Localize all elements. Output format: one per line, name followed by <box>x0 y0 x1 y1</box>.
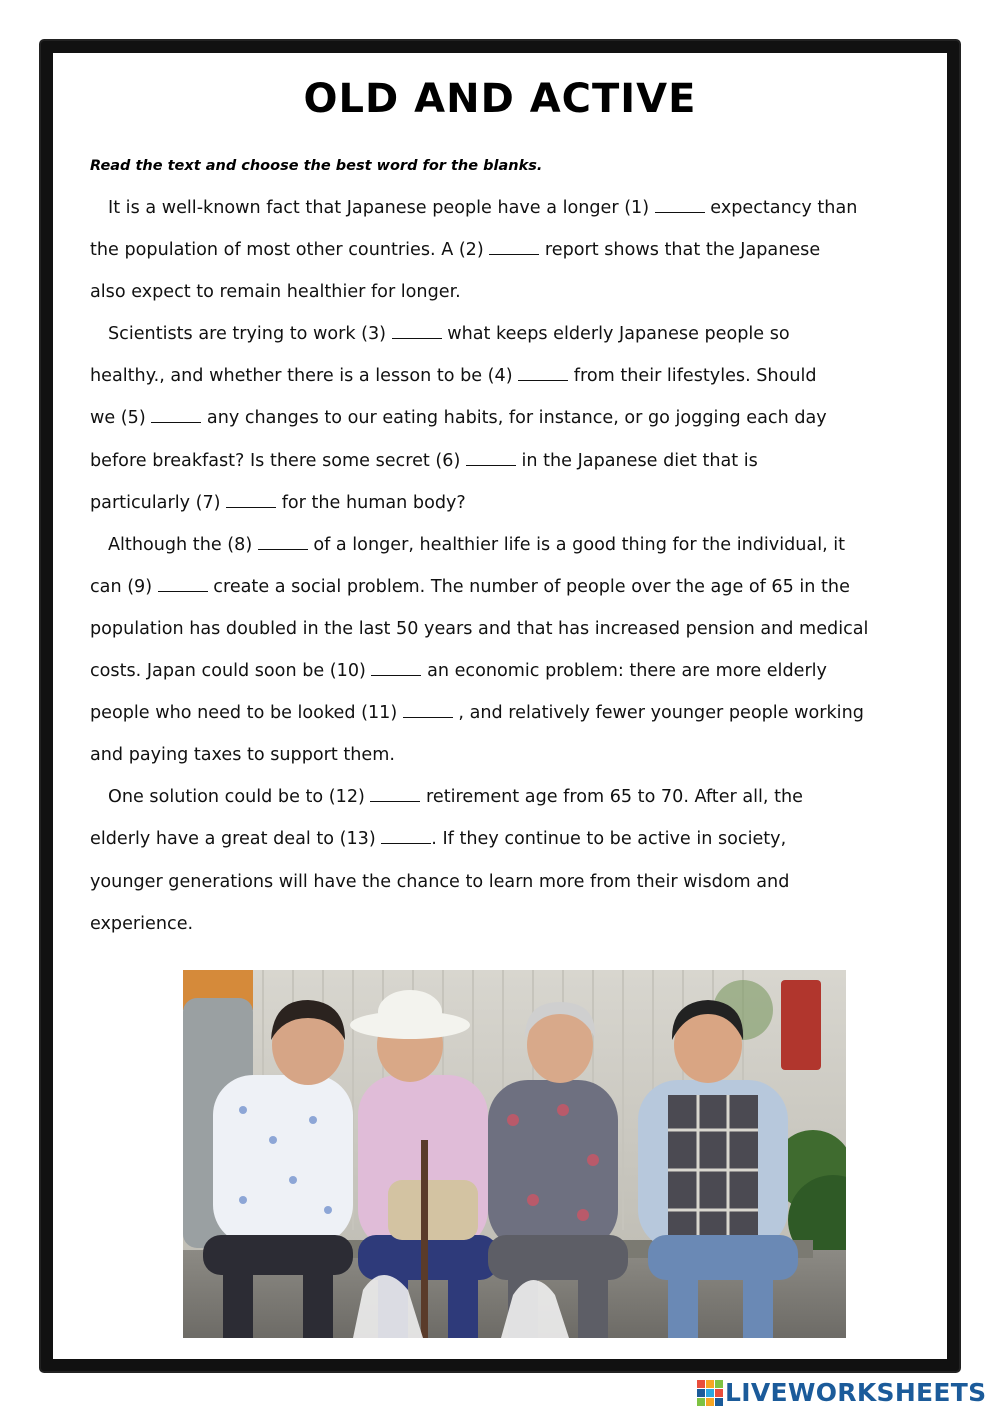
blank-10[interactable] <box>371 661 421 676</box>
blank-11[interactable] <box>403 703 453 718</box>
passage-line: people who need to be looked (11) , and relatively fewer younger people working <box>90 703 864 724</box>
passage-line: also expect to remain healthier for longer. <box>90 282 461 303</box>
liveworksheets-logo-icon <box>697 1380 723 1406</box>
passage-line: Scientists are trying to work (3) what keeps elderly Japanese people so <box>108 324 790 345</box>
blank-7[interactable] <box>226 493 276 508</box>
passage-line: and paying taxes to support them. <box>90 745 395 766</box>
worksheet-title: OLD AND ACTIVE <box>303 76 697 122</box>
passage-line: younger generations will have the chance to learn more from their wisdom and <box>90 871 790 892</box>
passage-line: population has doubled in the last 50 years and that has increased pension and medical <box>90 618 869 639</box>
reading-passage <box>90 187 905 945</box>
passage-line: before breakfast? Is there some secret (6) in the Japanese diet that is <box>90 450 758 471</box>
blank-13[interactable] <box>381 829 431 844</box>
liveworksheets-logo[interactable] <box>697 1380 986 1406</box>
instruction-text: Read the text and choose the best word for the blanks. <box>90 158 543 174</box>
passage-line: healthy., and whether there is a lesson to be (4) from their lifestyles. Should <box>90 366 817 387</box>
blank-12[interactable] <box>370 787 420 802</box>
passage-line: can (9) create a social problem. The number of people over the age of 65 in the <box>90 576 850 597</box>
passage-line: experience. <box>90 913 194 934</box>
blank-4[interactable] <box>518 366 568 381</box>
blank-5[interactable] <box>151 408 201 423</box>
blank-3[interactable] <box>392 324 442 339</box>
brand-name: LIVEWORKSHEETS <box>725 1378 987 1407</box>
blank-8[interactable] <box>258 535 308 550</box>
passage-line: particularly (7) for the human body? <box>90 492 466 513</box>
passage-line: costs. Japan could soon be (10) an economic problem: there are more elderly <box>90 661 827 682</box>
passage-line: One solution could be to (12) retirement age from 65 to 70. After all, the <box>108 787 803 808</box>
passage-line: It is a well-known fact that Japanese people have a longer (1) expectancy than <box>108 198 858 218</box>
blank-6[interactable] <box>466 451 516 466</box>
blank-9[interactable] <box>158 577 208 592</box>
blank-1[interactable] <box>655 198 705 213</box>
passage-line: Although the (8) of a longer, healthier life is a good thing for the individual, it <box>108 534 846 555</box>
passage-line: the population of most other countries. A (2) report shows that the Japanese <box>90 240 821 261</box>
elderly-women-photo <box>183 970 846 1338</box>
blank-2[interactable] <box>489 240 539 255</box>
passage-line: we (5) any changes to our eating habits, for instance, or go jogging each day <box>90 408 827 429</box>
passage-line: elderly have a great deal to (13) . If they continue to be active in society, <box>90 829 787 850</box>
